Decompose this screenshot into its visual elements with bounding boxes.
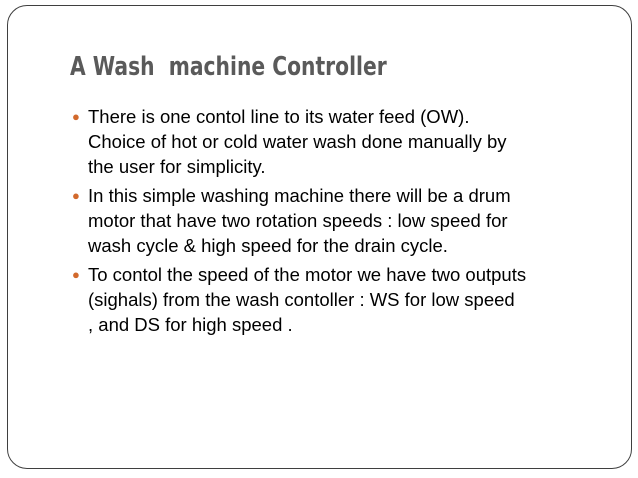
bullet-text: There is one contol line to its water feed (OW). Choice of hot or cold water wash done manually by the user for simplicity. [88, 106, 507, 177]
bullet-item-water-feed [72, 104, 612, 179]
bullet-item-drum-motor [72, 183, 612, 258]
bullet-list [72, 104, 612, 341]
bullet-item-motor-speed-outputs [72, 262, 612, 337]
bullet-text: In this simple washing machine there will be a drum motor that have two rotation speeds : low speed for wash cycle & high speed for the drain cycle. [88, 185, 511, 256]
bullet-icon: ● [72, 267, 80, 282]
bullet-icon: ● [72, 109, 80, 124]
bullet-text: To contol the speed of the motor we have two outputs (sighals) from the wash contoller : WS for low speed , and DS for high speed . [88, 264, 527, 335]
slide-title: A Wash machine Controller [70, 52, 387, 82]
bullet-icon: ● [72, 188, 80, 203]
